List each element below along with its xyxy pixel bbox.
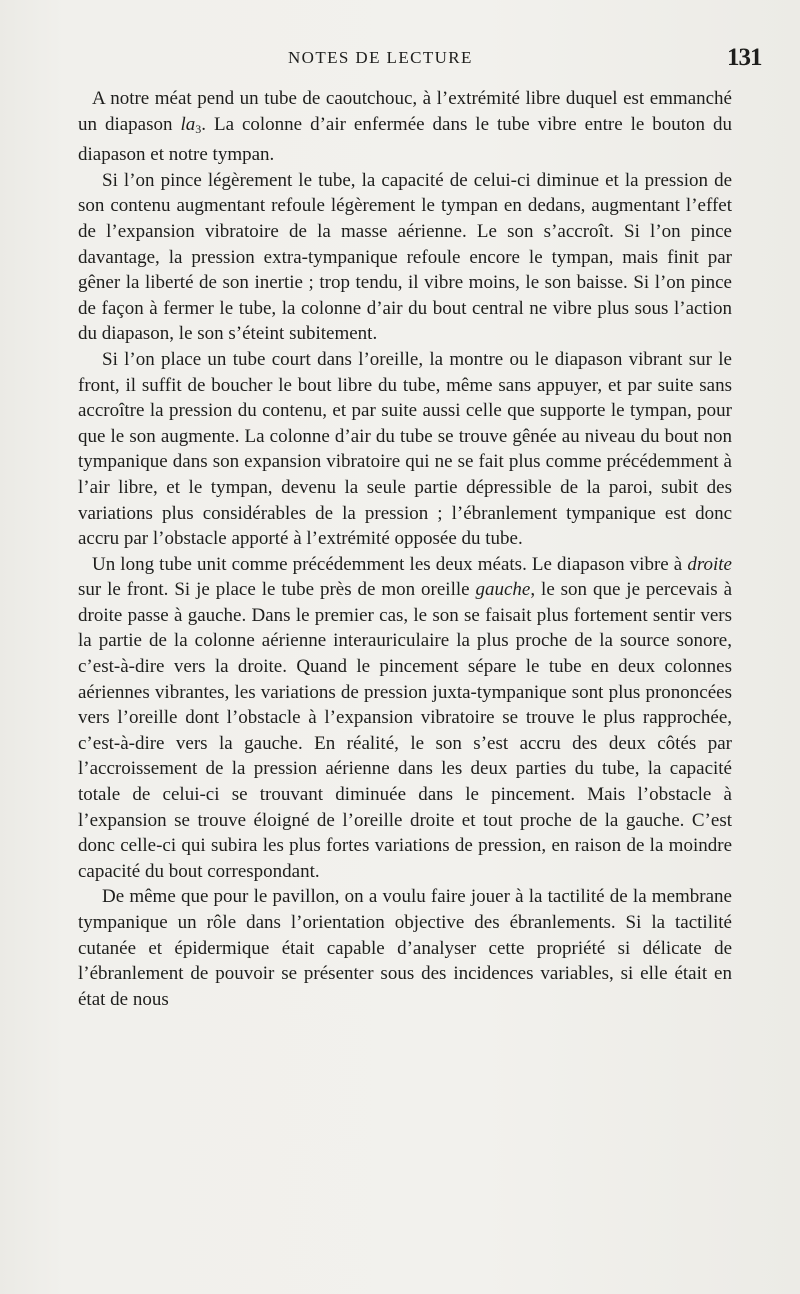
- paragraph-4: [78, 552, 732, 885]
- italic-gauche: gauche: [475, 579, 531, 601]
- paragraph-4-part-a: Un long tube unit comme précédemment les deux méats. Le diapason vibre à: [92, 553, 688, 575]
- paragraph-3: Si l’on place un tube court dans l’oreille, la montre ou le diapason vibrant sur le front, il suffit de boucher le bout libre du tube, même sans appuyer, et par suite sans accroître la pression du contenu, et par suite aussi celle que supporte le tympan, pour que le son augmente. La colonne d’air du tube se trouve gênée au niveau du bout non tympanique dans son expansion vibratoire qui ne se fait plus comme précédemment à l’air libre, et le tympan, devenu la seule partie dépressible de la paroi, subit des variations plus considérables de la pression ; l’ébranlement tympanique est donc accru par l’obstacle apporté à l’extrémité opposée du tube.: [78, 348, 732, 550]
- paragraph-1-part-a: A notre méat pend un tube de caoutchouc, à l’extrémité libre duquel est emmanché un diapason: [78, 88, 732, 135]
- paragraph-5: De même que pour le pavillon, on a voulu faire jouer à la tactilité de la membrane tympanique un rôle dans l’orientation objective des ébranlements. Si la tactilité cutanée et épidermique était capable d’analyser cette propriété si délicate de l’ébranlement de pouvoir se présenter sous des incidences variables, si elle était en état de nous: [78, 886, 732, 1010]
- note-name-la: la: [180, 113, 196, 135]
- paragraph-1-part-d: . La colonne d’air enfermée dans le tube vibre entre le bouton du diapason et notre tympan.: [78, 113, 732, 166]
- running-header: [0, 44, 800, 74]
- page-number: 131: [727, 44, 762, 71]
- paragraph-2: Si l’on pince légèrement le tube, la capacité de celui-ci diminue et la pression de son contenu augmentant refoule légèrement le tympan en dedans, augmentant l’effet de l’expansion vibratoire de la masse aérienne. Le son s’accroît. Si l’on pince davantage, la pression extra-tympanique refoule encore le tympan, mais finit par gêner la liberté de son inertie ; trop tendu, il vibre moins, le son baisse. Si l’on pince de façon à fermer le tube, la colonne d’air du bout central ne vibre plus sous l’action du diapason, le son s’éteint subitement.: [78, 169, 732, 345]
- italic-droite: droite: [687, 553, 732, 575]
- paragraph-1: [78, 86, 732, 168]
- note-octave-subscript: 3: [195, 121, 202, 136]
- paragraph-4-part-e: , le son que je percevais à droite passe à gauche. Dans le premier cas, le son se faisait plus fortement sentir vers la partie de la colonne aérienne interauriculaire la plus proche de la source sonore, c’est-à-dire vers la droite. Quand le pincement sépare le tube en deux colonnes aériennes vibrantes, les variations de pression juxta-tympanique sont plus prononcées vers l’oreille dont l’obstacle à l’expansion vibratoire se trouve le plus rapprochée, c’est-à-dire vers la gauche. En réalité, le son s’est accru des deux côtés par l’accroissement de la pression aérienne dans les deux parties du tube, la capacité totale de celui-ci se trouvant diminuée dans le pincement. Mais l’obstacle à l’expansion se trouve éloigné de l’oreille droite et tout proche de la gauche. C’est donc celle-ci qui subira les plus fortes variations de pression, en raison de la moindre capacité du bout correspondant.: [78, 579, 732, 882]
- paragraph-4-part-c: sur le front. Si je place le tube près de mon oreille: [78, 579, 476, 601]
- body-text: [78, 86, 732, 1012]
- running-title: NOTES DE LECTURE: [288, 48, 473, 67]
